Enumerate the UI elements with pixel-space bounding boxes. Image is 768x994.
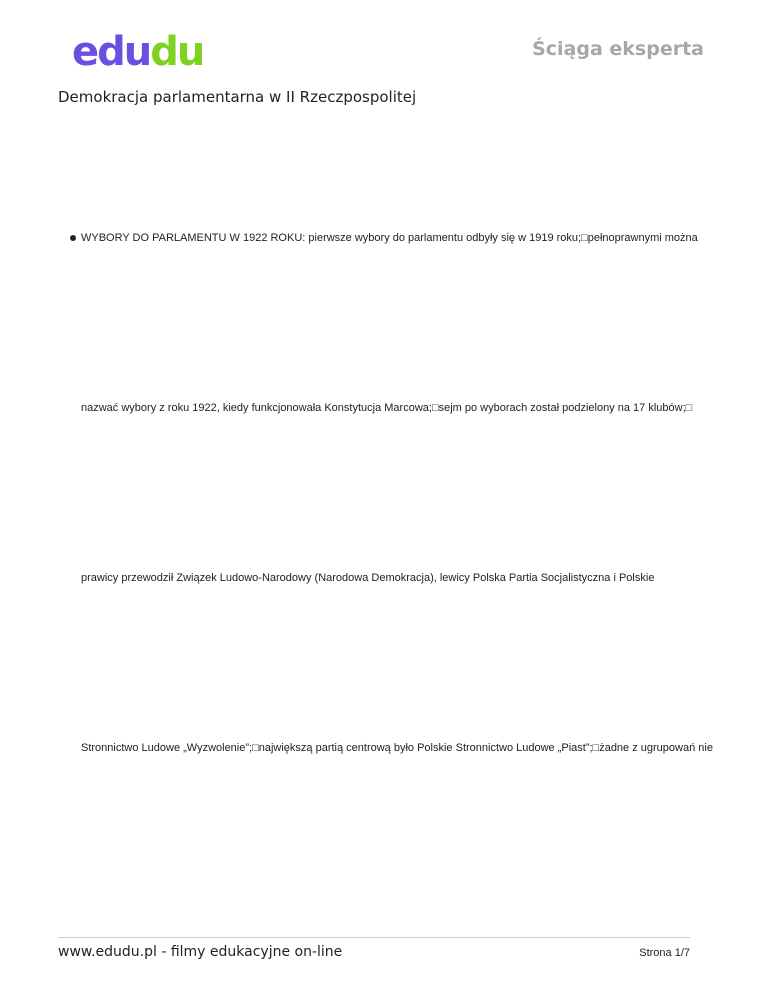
edudu-logo[interactable]: [72, 28, 203, 76]
page-number: Strona 1/7: [639, 947, 690, 959]
footer-divider: [58, 937, 690, 938]
logo-text-du: du: [150, 29, 204, 75]
brand-tagline: Ściąga eksperta: [532, 38, 704, 60]
paragraph-line-1: WYBORY DO PARLAMENTU W 1922 ROKU: pierwsze wybory do parlamentu odbyły się w 1919 roku;□pełnoprawnymi można: [81, 232, 698, 244]
paragraph-line-4: Stronnictwo Ludowe „Wyzwolenie”;□największą partią centrową było Polskie Stronnictwo Ludowe „Piast”;□żadne z ugrupowań nie: [81, 742, 713, 754]
page-title: Demokracja parlamentarna w II Rzeczpospolitej: [58, 88, 417, 106]
footer-site-link[interactable]: www.edudu.pl - filmy edukacyjne on-line: [58, 944, 343, 960]
paragraph-line-3: prawicy przewodził Związek Ludowo-Narodowy (Narodowa Demokracja), lewicy Polska Partia Socjalistyczna i Polskie: [81, 572, 655, 584]
paragraph-line-2: nazwać wybory z roku 1922, kiedy funkcjonowała Konstytucja Marcowa;□sejm po wyborach został podzielony na 17 klubów;□: [81, 402, 693, 414]
logo-text-edu: edu: [72, 29, 151, 75]
bullet-icon: [70, 235, 76, 241]
